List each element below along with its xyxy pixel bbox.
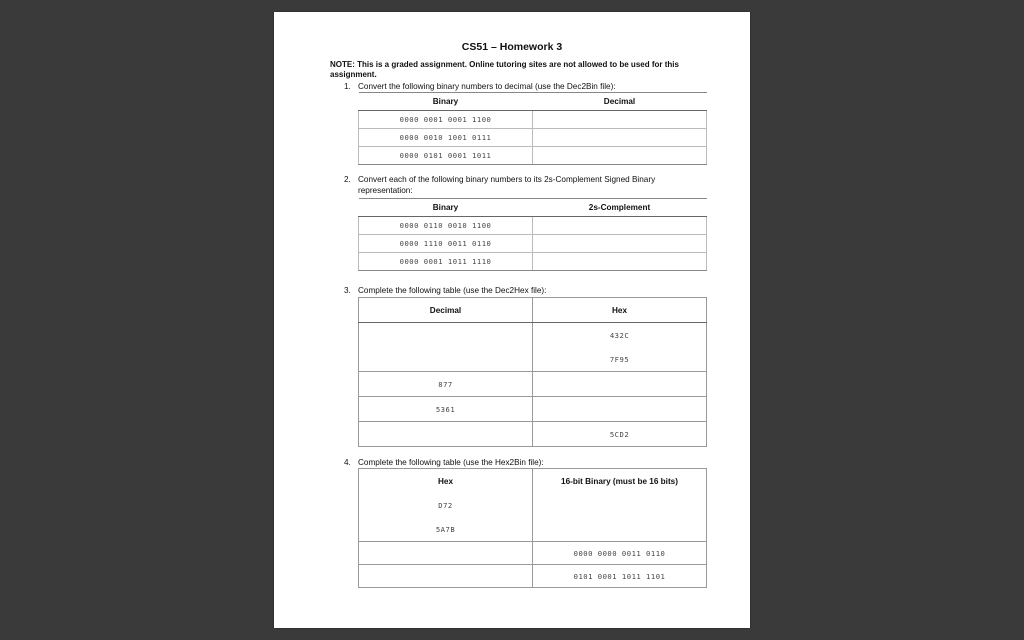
binary-to-decimal-table	[358, 92, 707, 165]
column-header-twos-complement: 2s-Complement	[533, 199, 707, 217]
twos-complement-table	[358, 198, 707, 271]
decimal-cell: 877	[359, 372, 533, 397]
column-header-decimal: Decimal	[533, 93, 707, 111]
table-row	[359, 347, 707, 372]
question-3-text: Complete the following table (use the Dec2Hex file):	[358, 286, 547, 295]
column-header-hex: Hex	[533, 298, 707, 323]
hex-cell: 432C	[533, 323, 707, 348]
table-row	[359, 111, 707, 129]
table-row	[359, 422, 707, 447]
binary-cell: 0000 0101 0001 1011	[359, 147, 533, 165]
table-header-row	[359, 298, 707, 323]
table-row	[359, 217, 707, 235]
table-row	[359, 147, 707, 165]
column-header-decimal: Decimal	[359, 298, 533, 323]
twos-complement-answer-cell[interactable]	[533, 217, 707, 235]
column-header-hex: Hex	[359, 469, 533, 494]
question-2	[344, 175, 688, 196]
table-header-row	[359, 469, 707, 494]
column-header-16bit-binary: 16-bit Binary (must be 16 bits)	[533, 469, 707, 494]
question-2-number: 2.	[344, 175, 351, 184]
hex-answer-cell[interactable]	[533, 397, 707, 422]
binary-answer-cell[interactable]	[533, 493, 707, 517]
table-row	[359, 542, 707, 565]
column-header-binary: Binary	[359, 93, 533, 111]
decimal-answer-cell[interactable]	[533, 111, 707, 129]
question-1	[344, 82, 616, 93]
binary-answer-cell[interactable]	[533, 517, 707, 542]
question-2-text: Convert each of the following binary numbers to its 2s-Complement Signed Binary representation:	[358, 175, 656, 195]
decimal-answer-cell[interactable]	[359, 323, 533, 348]
hex-to-binary-table	[358, 468, 707, 588]
document-page	[274, 12, 750, 628]
table-row	[359, 565, 707, 588]
decimal-answer-cell[interactable]	[359, 347, 533, 372]
table-row	[359, 517, 707, 542]
question-1-text: Convert the following binary numbers to decimal (use the Dec2Bin file):	[358, 82, 616, 91]
hex-cell: D72	[359, 493, 533, 517]
twos-complement-answer-cell[interactable]	[533, 253, 707, 271]
hex-cell: 7F95	[533, 347, 707, 372]
table-header-row	[359, 93, 707, 111]
hex-answer-cell[interactable]	[359, 565, 533, 588]
question-4-number: 4.	[344, 458, 351, 467]
binary-cell: 0000 0010 1001 0111	[359, 129, 533, 147]
hex-answer-cell[interactable]	[533, 372, 707, 397]
table-row	[359, 129, 707, 147]
column-header-binary: Binary	[359, 199, 533, 217]
question-3-number: 3.	[344, 286, 351, 295]
question-1-number: 1.	[344, 82, 351, 91]
table-row	[359, 493, 707, 517]
binary-cell: 0000 0000 0011 0110	[533, 542, 707, 565]
decimal-answer-cell[interactable]	[359, 422, 533, 447]
page-title: CS51 – Homework 3	[461, 41, 563, 53]
grading-note: NOTE: This is a graded assignment. Online tutoring sites are not allowed to be used for this assignment.	[330, 60, 679, 79]
twos-complement-answer-cell[interactable]	[533, 235, 707, 253]
binary-cell: 0000 0001 0001 1100	[359, 111, 533, 129]
binary-cell: 0000 0110 0010 1100	[359, 217, 533, 235]
binary-cell: 0000 0001 1011 1110	[359, 253, 533, 271]
hex-cell: 5A7B	[359, 517, 533, 542]
binary-cell: 0000 1110 0011 0110	[359, 235, 533, 253]
binary-cell: 0101 0001 1011 1101	[533, 565, 707, 588]
table-row	[359, 397, 707, 422]
table-header-row	[359, 199, 707, 217]
table-row	[359, 323, 707, 348]
hex-cell: 5CD2	[533, 422, 707, 447]
table-row	[359, 235, 707, 253]
decimal-answer-cell[interactable]	[533, 147, 707, 165]
hex-answer-cell[interactable]	[359, 542, 533, 565]
table-row	[359, 253, 707, 271]
question-4-text: Complete the following table (use the Hex2Bin file):	[358, 458, 544, 467]
decimal-cell: 5361	[359, 397, 533, 422]
question-4	[344, 458, 544, 469]
decimal-answer-cell[interactable]	[533, 129, 707, 147]
question-3	[344, 286, 547, 297]
decimal-to-hex-table	[358, 297, 707, 447]
table-row	[359, 372, 707, 397]
